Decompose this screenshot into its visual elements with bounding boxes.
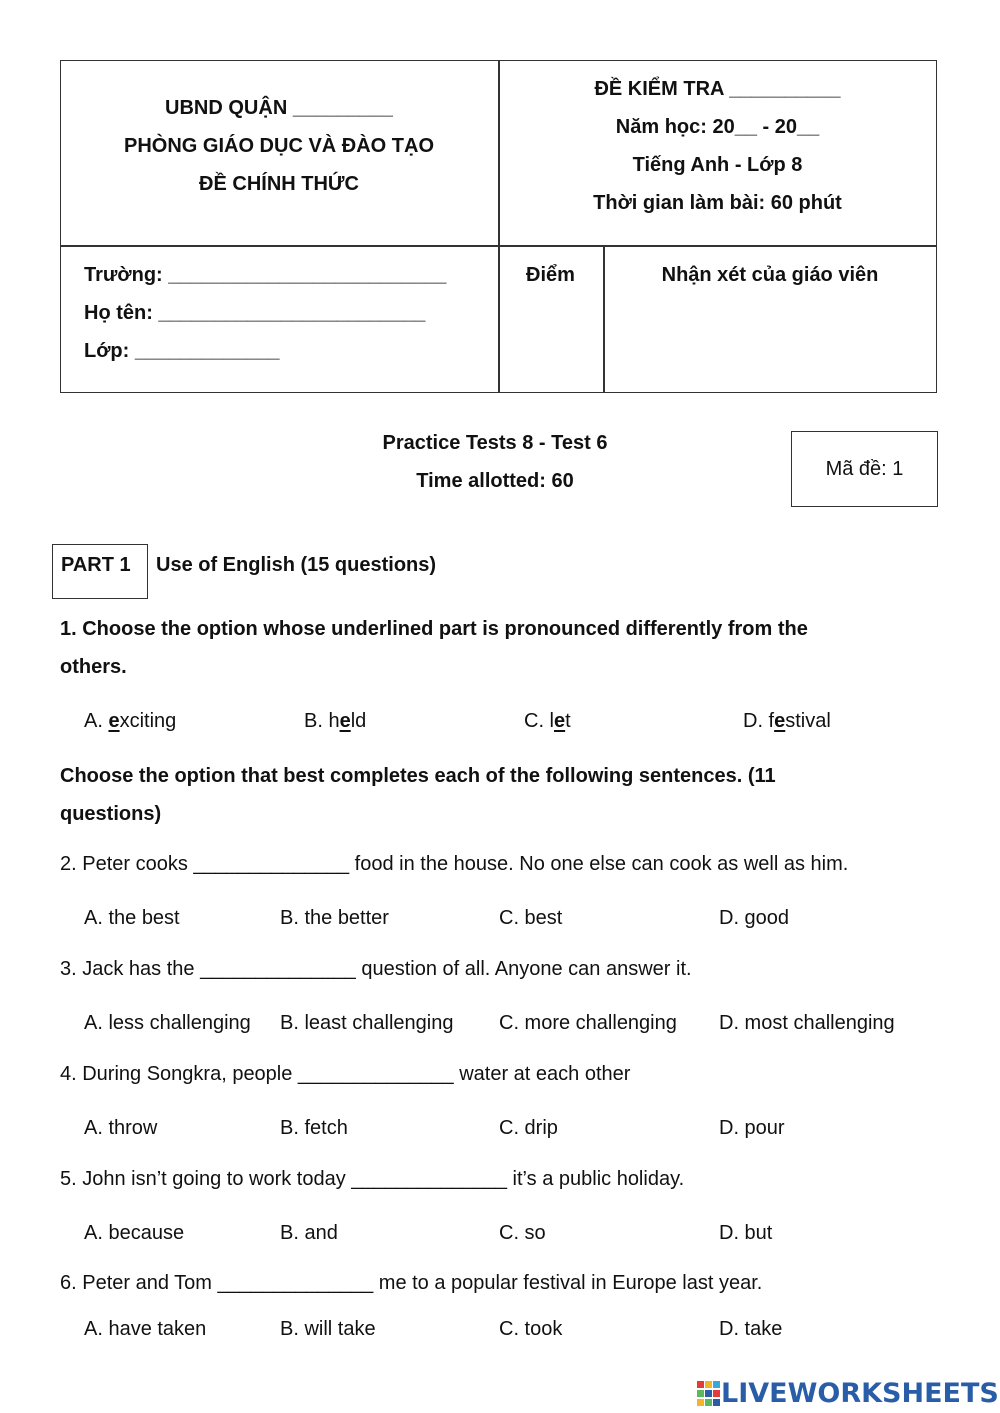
q1-instruction-line2: others. (60, 656, 127, 678)
official-line: ĐỀ CHÍNH THỨC (199, 173, 359, 195)
q5-option-a[interactable]: A. because (84, 1222, 185, 1244)
q1-d-prefix: D. f (743, 710, 775, 732)
name-field[interactable]: Họ tên: ________________________ (84, 302, 426, 324)
q6-option-c[interactable]: C. took (499, 1318, 563, 1340)
school-field[interactable]: Trường: _________________________ (84, 264, 447, 286)
q1-d-underlined: e (774, 710, 786, 732)
q4-option-a[interactable]: A. throw (84, 1117, 158, 1139)
q1-option-a[interactable] (84, 710, 176, 733)
question-2-text: 2. Peter cooks ______________ food in the house. No one else can cook as well as him. (60, 853, 849, 875)
q1-b-suffix: ld (350, 710, 367, 732)
q1-c-underlined: e (554, 710, 566, 732)
q1-option-b[interactable] (304, 710, 366, 733)
q5-option-d[interactable]: D. but (719, 1222, 773, 1244)
question-3-text: 3. Jack has the ______________ question of all. Anyone can answer it. (60, 958, 692, 980)
part1-title: Use of English (15 questions) (156, 554, 437, 576)
q4-option-d[interactable]: D. pour (719, 1117, 785, 1139)
section2-instruction-line1: Choose the option that best completes each of the following sentences. (11 (60, 765, 776, 787)
q4-option-b[interactable]: B. fetch (280, 1117, 348, 1139)
liveworksheets-logo[interactable] (697, 1378, 999, 1409)
test-title: Practice Tests 8 - Test 6 (382, 432, 608, 454)
q1-d-suffix: stival (785, 710, 831, 732)
question-5-text: 5. John isn’t going to work today ______________ it’s a public holiday. (60, 1168, 685, 1190)
exam-title: ĐỀ KIỂM TRA __________ (594, 78, 841, 100)
exam-code: Mã đề: 1 (825, 457, 904, 480)
school-year: Năm học: 20__ - 20__ (615, 116, 820, 138)
q3-option-a[interactable]: A. less challenging (84, 1012, 251, 1034)
q2-option-d[interactable]: D. good (719, 907, 790, 929)
time-allotted: Time allotted: 60 (416, 470, 574, 492)
q1-a-prefix: A. (84, 710, 109, 732)
exam-duration: Thời gian làm bài: 60 phút (593, 192, 842, 214)
q6-option-d[interactable]: D. take (719, 1318, 783, 1340)
q3-option-c[interactable]: C. more challenging (499, 1012, 677, 1034)
q3-option-d[interactable]: D. most challenging (719, 1012, 895, 1034)
q2-option-c[interactable]: C. best (499, 907, 563, 929)
q5-option-b[interactable]: B. and (280, 1222, 338, 1244)
liveworksheets-logo-icon (697, 1381, 721, 1407)
section2-instruction-line2: questions) (60, 803, 162, 825)
exam-code-box (791, 431, 938, 507)
q1-instruction-line1: 1. Choose the option whose underlined part is pronounced differently from the (60, 618, 808, 640)
q2-option-b[interactable]: B. the better (280, 907, 389, 929)
q3-option-b[interactable]: B. least challenging (280, 1012, 454, 1034)
q1-c-prefix: C. l (524, 710, 554, 732)
header-right-block (498, 70, 937, 222)
teacher-comment-label: Nhận xét của giáo viên (661, 264, 879, 286)
score-label: Điểm (526, 264, 575, 286)
q1-b-underlined: e (339, 710, 351, 732)
subject-grade: Tiếng Anh - Lớp 8 (632, 154, 803, 176)
q1-c-suffix: t (565, 710, 571, 732)
q5-option-c[interactable]: C. so (499, 1222, 546, 1244)
question-4-text: 4. During Songkra, people ______________ water at each other (60, 1063, 631, 1085)
q6-option-a[interactable]: A. have taken (84, 1318, 207, 1340)
q4-option-c[interactable]: C. drip (499, 1117, 558, 1139)
class-field[interactable]: Lớp: _____________ (84, 340, 280, 362)
header-divider-horizontal (60, 245, 937, 247)
q1-b-prefix: B. h (304, 710, 340, 732)
question-6-text: 6. Peter and Tom ______________ me to a popular festival in Europe last year. (60, 1272, 763, 1294)
q1-a-underlined: e (108, 710, 120, 732)
liveworksheets-logo-text: LIVEWORKSHEETS (721, 1378, 999, 1409)
q2-option-a[interactable]: A. the best (84, 907, 180, 929)
header-left-block (60, 89, 498, 203)
district-line: UBND QUẬN _________ (165, 97, 393, 119)
part1-label: PART 1 (61, 554, 131, 576)
q1-a-suffix: xciting (119, 710, 177, 732)
q1-option-c[interactable] (524, 710, 571, 733)
q1-option-d[interactable] (743, 710, 831, 733)
department-line: PHÒNG GIÁO DỤC VÀ ĐÀO TẠO (123, 135, 434, 157)
q6-option-b[interactable]: B. will take (280, 1318, 376, 1340)
part1-label-box (52, 544, 148, 599)
